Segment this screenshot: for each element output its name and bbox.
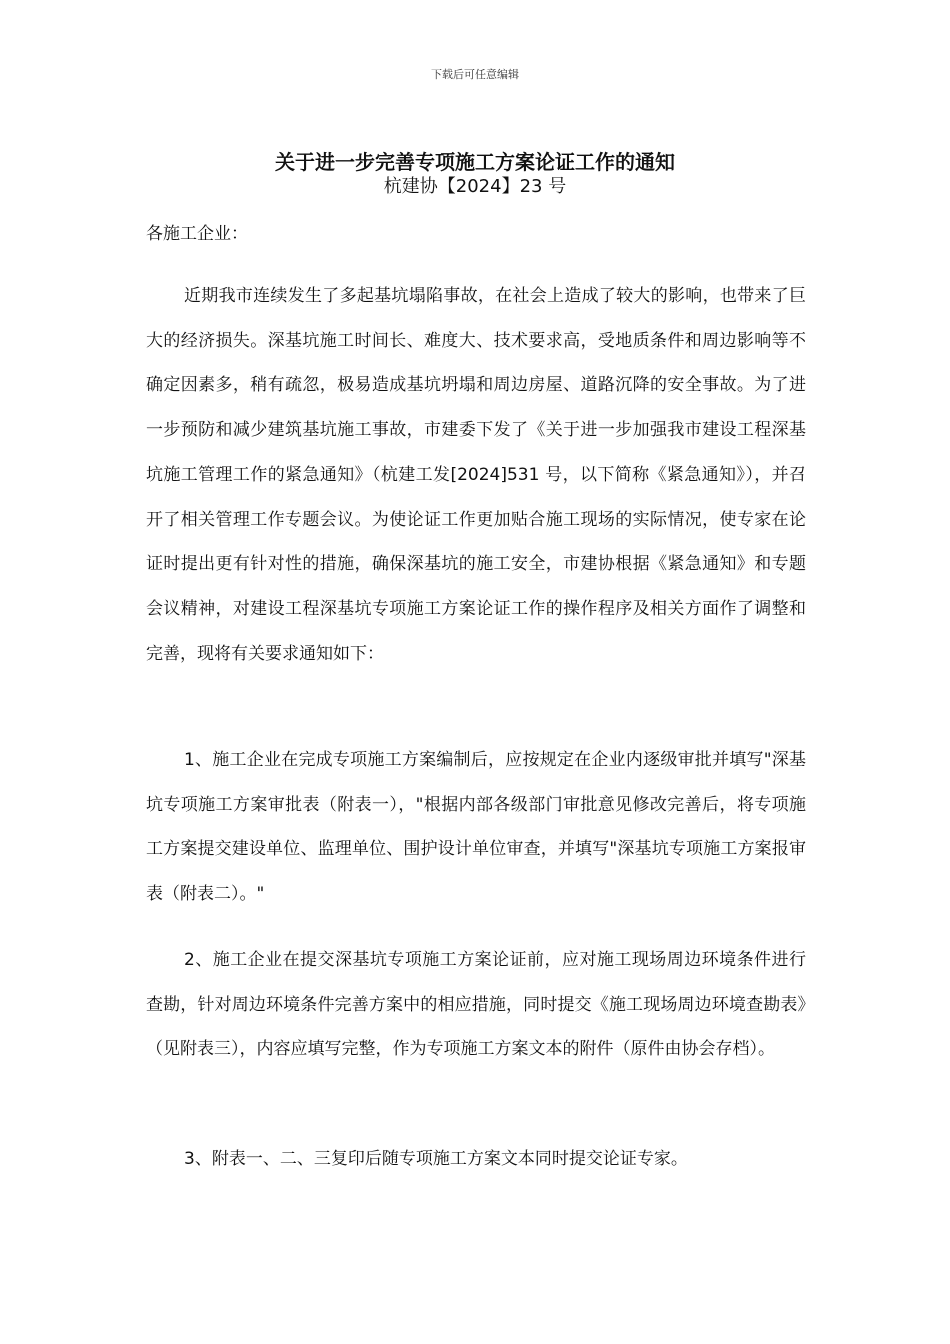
item-3-paragraph: 3、附表一、二、三复印后随专项施工方案文本同时提交论证专家。 bbox=[184, 1149, 688, 1169]
document-number: 杭建协【2024】23 号 bbox=[383, 176, 567, 197]
document-title: 关于进一步完善专项施工方案论证工作的通知 bbox=[275, 150, 675, 174]
salutation: 各施工企业： bbox=[146, 224, 248, 244]
item-2-paragraph: 2、施工企业在提交深基坑专项施工方案论证前，应对施工现场周边环境条件进行查勘，针对周边环境条件完善方案中的相应措施，同时提交《施工现场周边环境查勘表》（见附表三），内容应填写完整，作为专项施工方案文本的附件（原件由协会存档）。 bbox=[146, 950, 806, 1060]
intro-paragraph: 近期我市连续发生了多起基坑塌陷事故，在社会上造成了较大的影响，也带来了巨大的经济损失。深基坑施工时间长、难度大、技术要求高，受地质条件和周边影响等不确定因素多，稍有疏忽，极易造成基坑坍塌和周边房屋、道路沉降的安全事故。为了进一步预防和减少建筑基坑施工事故，市建委下发了《关于进一步加强我市建设工程深基坑施工管理工作的紧急通知》（杭建工发[2024]531 号，以下简称《紧急通知》），并召开了相关管理工作专题会议。为使论证工作更加贴合施工现场的实际情况，使专家在论证时提出更有针对性的措施，确保深基坑的施工安全，市建协根据《紧急通知》和专题会议精神，对建设工程深基坑专项施工方案论证工作的操作程序及相关方面作了调整和完善，现将有关要求通知如下： bbox=[146, 286, 806, 664]
header-note: 下载后可任意编辑 bbox=[431, 68, 519, 81]
item-1-paragraph: 1、施工企业在完成专项施工方案编制后，应按规定在企业内逐级审批并填写"深基坑专项施工方案审批表（附表一），"根据内部各级部门审批意见修改完善后，将专项施工方案提交建设单位、监理单位、围护设计单位审查，并填写"深基坑专项施工方案报审表（附表二）。" bbox=[146, 750, 806, 905]
